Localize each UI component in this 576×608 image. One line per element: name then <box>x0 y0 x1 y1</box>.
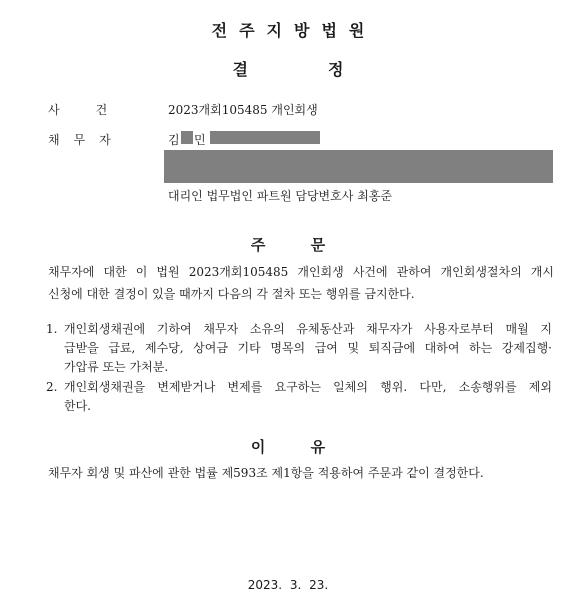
order-item-line: 급받을 급료, 제수당, 상여금 기타 명목의 급여 및 퇴직금에 대하여 하는 강제집행· <box>64 341 552 355</box>
document-title: 결정 <box>232 60 424 79</box>
order-heading: 주 문 <box>250 236 326 254</box>
case-value: 2023개회105485 개인회생 <box>168 103 318 117</box>
representative: 대리인 법무법인 파트원 담당변호사 최홍준 <box>168 189 392 203</box>
order-intro-line: 채무자에 대한 이 법원 2023개회105485 개인회생 사건에 관하여 개인회생절차의 개시 <box>48 265 554 279</box>
order-item-line: 개인회생채권에 기하여 채무자 소유의 유체동산과 채무자가 사용자로부터 매월 지 <box>64 322 552 336</box>
court-name: 전주지방법원 <box>211 21 377 40</box>
order-item-line: 한다. <box>64 399 91 413</box>
order-item-number: 1. <box>46 322 58 336</box>
redaction-bar <box>181 131 193 144</box>
reason-text: 채무자 회생 및 파산에 관한 법률 제593조 제1항을 적용하여 주문과 같이 결정한다. <box>48 466 484 480</box>
decision-date: 2023. 3. 23. <box>247 578 329 592</box>
order-item-line: 개인회생채권을 변제받거나 변제를 요구하는 일체의 행위. 다만, 소송행위를 제외 <box>64 380 552 394</box>
debtor-name-last: 민 <box>194 133 206 147</box>
reason-heading: 이 유 <box>250 438 326 456</box>
debtor-label: 채무자 <box>48 133 125 147</box>
redaction-bar <box>210 131 320 144</box>
order-item-line: 가압류 또는 가처분. <box>64 360 169 374</box>
debtor-name-first: 김 <box>168 133 180 147</box>
order-intro-line: 신청에 대한 결정이 있을 때까지 다음의 각 절차 또는 행위를 금지한다. <box>48 287 415 301</box>
address-redaction-block <box>164 150 553 183</box>
case-label: 사건 <box>48 103 144 117</box>
order-item-number: 2. <box>46 380 58 394</box>
